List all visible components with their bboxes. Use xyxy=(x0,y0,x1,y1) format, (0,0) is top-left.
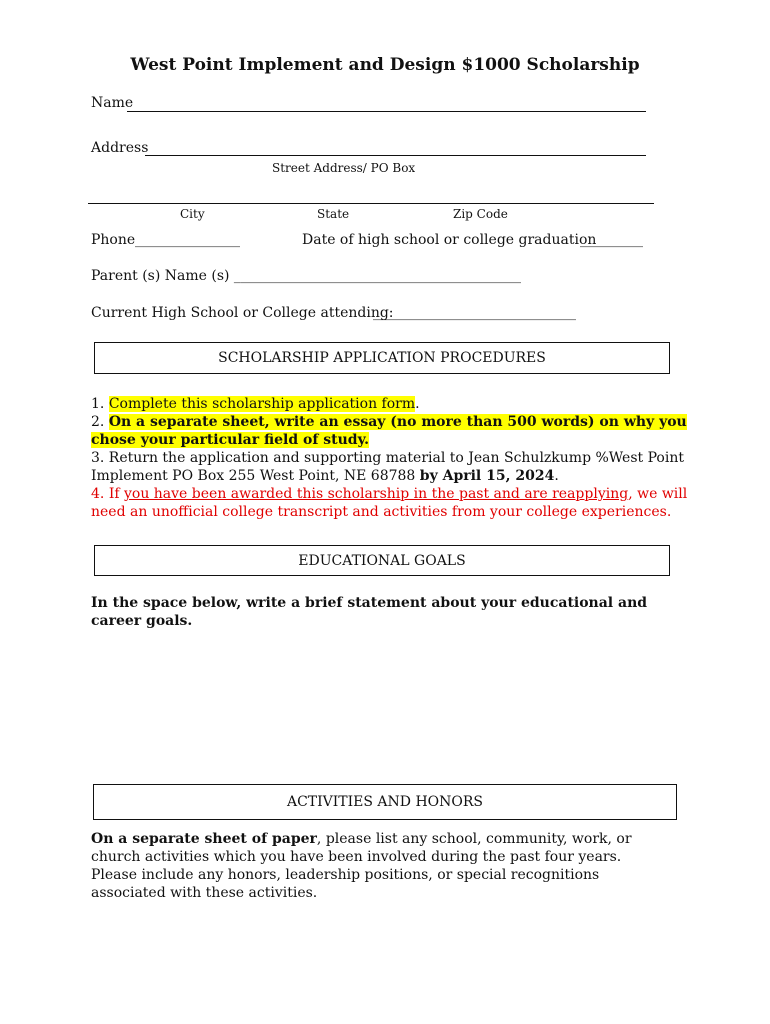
procedures-header-box xyxy=(94,342,670,374)
name-field-line[interactable] xyxy=(127,111,646,112)
zip-hint: Zip Code xyxy=(453,207,508,221)
address-field-line[interactable] xyxy=(145,155,646,156)
procedure-item-2-highlighted: On a separate sheet, write an essay (no more than 500 words) on why you chose your particular field of study. xyxy=(91,414,687,448)
educational-goals-prompt: In the space below, write a brief statement about your educational and career goals. xyxy=(91,595,648,629)
form-title: West Point Implement and Design $1000 Scholarship xyxy=(130,55,640,75)
state-hint: State xyxy=(317,207,350,221)
current-school-label: Current High School or College attending: xyxy=(91,305,394,321)
graduation-date-label: Date of high school or college graduation xyxy=(302,232,597,248)
phone-label: Phone xyxy=(91,232,136,248)
deadline-date: by April 15, 2024 xyxy=(419,468,555,484)
procedures-list xyxy=(91,395,691,521)
educational-goals-header-box xyxy=(94,545,670,576)
educational-goals-header: EDUCATIONAL GOALS xyxy=(298,552,466,569)
activities-bold-lead: On a separate sheet of paper xyxy=(91,831,317,847)
street-address-hint: Street Address/ PO Box xyxy=(272,161,416,175)
city-hint: City xyxy=(180,207,205,221)
parent-name-label: Parent (s) Name (s) _ xyxy=(91,268,241,284)
graduation-date-field-blank[interactable]: _________ xyxy=(580,232,643,248)
procedure-item-4-underlined: you have been awarded this scholarship in the past and are reapplying xyxy=(123,486,629,502)
current-school-field-blank[interactable]: _____________________________ xyxy=(373,305,576,321)
activities-honors-header-box xyxy=(93,784,677,820)
procedure-item-1-highlighted: Complete this scholarship application form xyxy=(108,396,416,412)
procedure-item-4: 4. If you have been awarded this scholarship in the past and are reapplying, we will need an unofficial college transcript and activities from your college experiences. xyxy=(91,486,688,520)
procedure-item-2: 2. On a separate sheet, write an essay (no more than 500 words) on why you chose your particular field of study. xyxy=(91,414,687,448)
procedure-item-3: 3. Return the application and supporting material to Jean Schulzkump %West Point Implement PO Box 255 West Point, NE 68788 by April 15, 2024. xyxy=(91,450,684,484)
activities-instructions xyxy=(91,830,671,902)
activities-honors-header: ACTIVITIES AND HONORS xyxy=(286,794,484,810)
address-label: Address xyxy=(91,140,149,156)
procedures-header: SCHOLARSHIP APPLICATION PROCEDURES xyxy=(218,350,546,366)
phone-field-blank[interactable]: _______________ xyxy=(135,232,240,248)
procedure-item-1: 1. Complete this scholarship application form. xyxy=(91,396,420,412)
city-state-zip-line[interactable] xyxy=(88,203,654,204)
parent-name-field-blank[interactable]: ________________________________________ xyxy=(241,268,521,284)
name-label: Name xyxy=(91,95,134,111)
activities-text: , please list any school, community, work, or church activities which you have been involved during the past four years. Please include any honors, leadership positions, or special recognitions associated with these activities. xyxy=(91,831,632,901)
